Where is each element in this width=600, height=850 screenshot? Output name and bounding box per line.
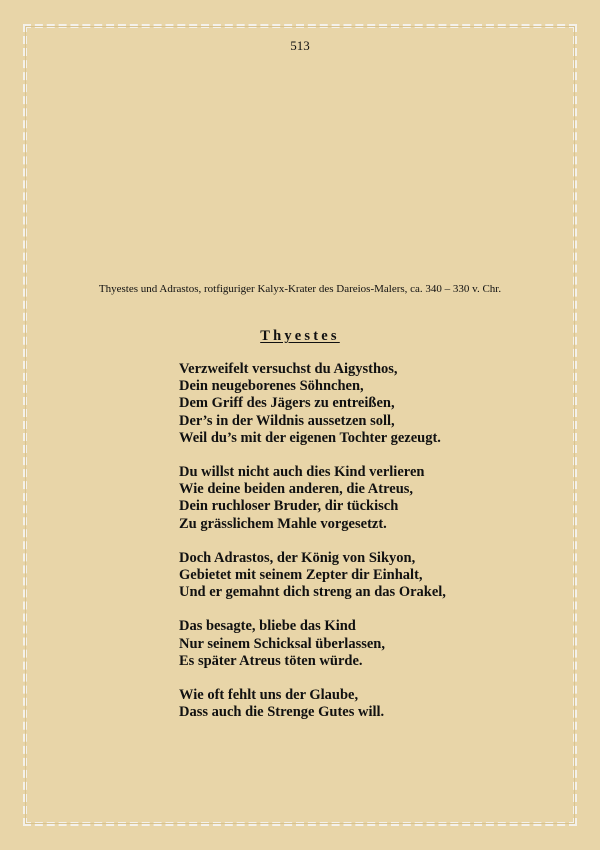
stanza-1	[179, 361, 559, 447]
poem-line: Dein neugeborenes Söhnchen,	[179, 378, 364, 395]
poem-line: Das besagte, bliebe das Kind	[179, 618, 356, 635]
poem-line: Weil du’s mit der eigenen Tochter gezeugt.	[179, 429, 441, 446]
stanza-3	[179, 550, 559, 602]
poem-line: Dass auch die Strenge Gutes will.	[179, 704, 385, 721]
stanza-4	[179, 618, 559, 670]
page-number: 513	[290, 38, 310, 53]
poem-line: Du willst nicht auch dies Kind verlieren	[179, 464, 425, 481]
poem-line: Der’s in der Wildnis aussetzen soll,	[179, 412, 395, 429]
poem-title: Thyestes	[260, 328, 340, 344]
poem-line: Verzweifelt versuchst du Aigysthos,	[179, 361, 398, 377]
stanza-2	[179, 464, 559, 533]
poem-line: Und er gemahnt dich streng an das Orakel,	[179, 584, 446, 601]
image-caption: Thyestes und Adrastos, rotfiguriger Kalyx-Krater des Dareios-Malers, ca. 340 – 330 v. Chr.	[98, 283, 502, 295]
poem-line: Gebietet mit seinem Zepter dir Einhalt,	[179, 567, 423, 584]
poem-line: Doch Adrastos, der König von Sikyon,	[179, 549, 416, 566]
poem-line: Wie deine beiden anderen, die Atreus,	[179, 481, 414, 498]
poem-line: Zu grässlichem Mahle vorgesetzt.	[179, 515, 387, 532]
stanza-5	[179, 687, 559, 721]
poem-line: Dem Griff des Jägers zu entreißen,	[179, 395, 395, 412]
poem-body	[179, 361, 559, 738]
poem-line: Dein ruchloser Bruder, dir tückisch	[179, 498, 399, 515]
poem-line: Nur seinem Schicksal überlassen,	[179, 635, 385, 652]
poem-line: Es später Atreus töten würde.	[179, 652, 363, 669]
poem-line: Wie oft fehlt uns der Glaube,	[179, 687, 359, 704]
